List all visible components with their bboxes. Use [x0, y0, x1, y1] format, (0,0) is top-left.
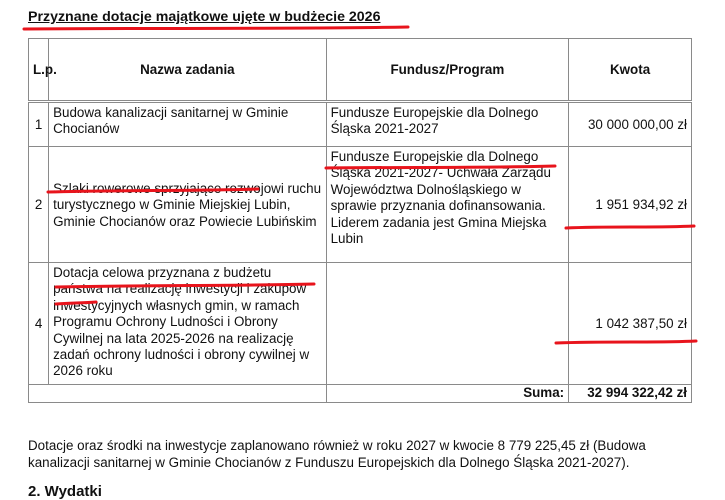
header-fund-program: Fundusz/Program	[326, 39, 569, 102]
grants-table	[28, 38, 692, 403]
underline-heading	[24, 27, 408, 29]
header-amount: Kwota	[569, 39, 692, 102]
header-task-name: Nazwa zadania	[49, 39, 326, 102]
row-lp: 1	[29, 102, 49, 147]
sum-label: Suma:	[326, 385, 569, 403]
row-amount: 30 000 000,00 zł	[569, 102, 692, 147]
header-lp: L.p.	[29, 39, 49, 102]
sum-value: 32 994 322,42 zł	[569, 385, 692, 403]
section-heading: 2. Wydatki	[28, 483, 102, 500]
row-fund: Fundusze Europejskie dla Dolnego Śląska 2021-2027- Uchwała Zarządu Województwa Dolnośląskiego w sprawie przyznania dofinansowania. Liderem zadania jest Gmina Miejska Lubin	[326, 147, 569, 263]
sum-row	[29, 385, 692, 403]
row-amount: 1 042 387,50 zł	[569, 263, 692, 385]
table-row	[29, 147, 692, 263]
note-paragraph: Dotacje oraz środki na inwestycje zaplanowano również w roku 2027 w kwocie 8 779 225,45 zł (Budowa kanalizacji sanitarnej w Gminie Chocianów z Funduszu Europejskich dla Dolnego Śląska 2021-2027).	[28, 438, 646, 470]
sum-spacer	[29, 385, 327, 403]
row-lp: 4	[29, 263, 49, 385]
page-heading: Przyznane dotacje majątkowe ujęte w budżecie 2026	[28, 9, 381, 25]
row-lp: 2	[29, 147, 49, 263]
table-row	[29, 102, 692, 147]
row-fund	[326, 263, 569, 385]
table-row	[29, 263, 692, 385]
row-amount: 1 951 934,92 zł	[569, 147, 692, 263]
row-task-name: Dotacja celowa przyznana z budżetu państwa na realizację inwestycji i zakupów inwestycyjnych własnych gmin, w ramach Programu Ochrony Ludności i Obrony Cywilnej na lata 2025-2026 na realizację zadań ochrony ludności i obrony cywilnej w 2026 roku	[49, 263, 326, 385]
row-task-name: Szlaki rowerowe sprzyjające rozwojowi ruchu turystycznego w Gminie Miejskiej Lubin, Gminie Chocianów oraz Powiecie Lubińskim	[49, 147, 326, 263]
row-fund: Fundusze Europejskie dla Dolnego Śląska 2021-2027	[326, 102, 569, 147]
row-task-name: Budowa kanalizacji sanitarnej w Gminie Chocianów	[49, 102, 326, 147]
table-header-row	[29, 39, 692, 102]
